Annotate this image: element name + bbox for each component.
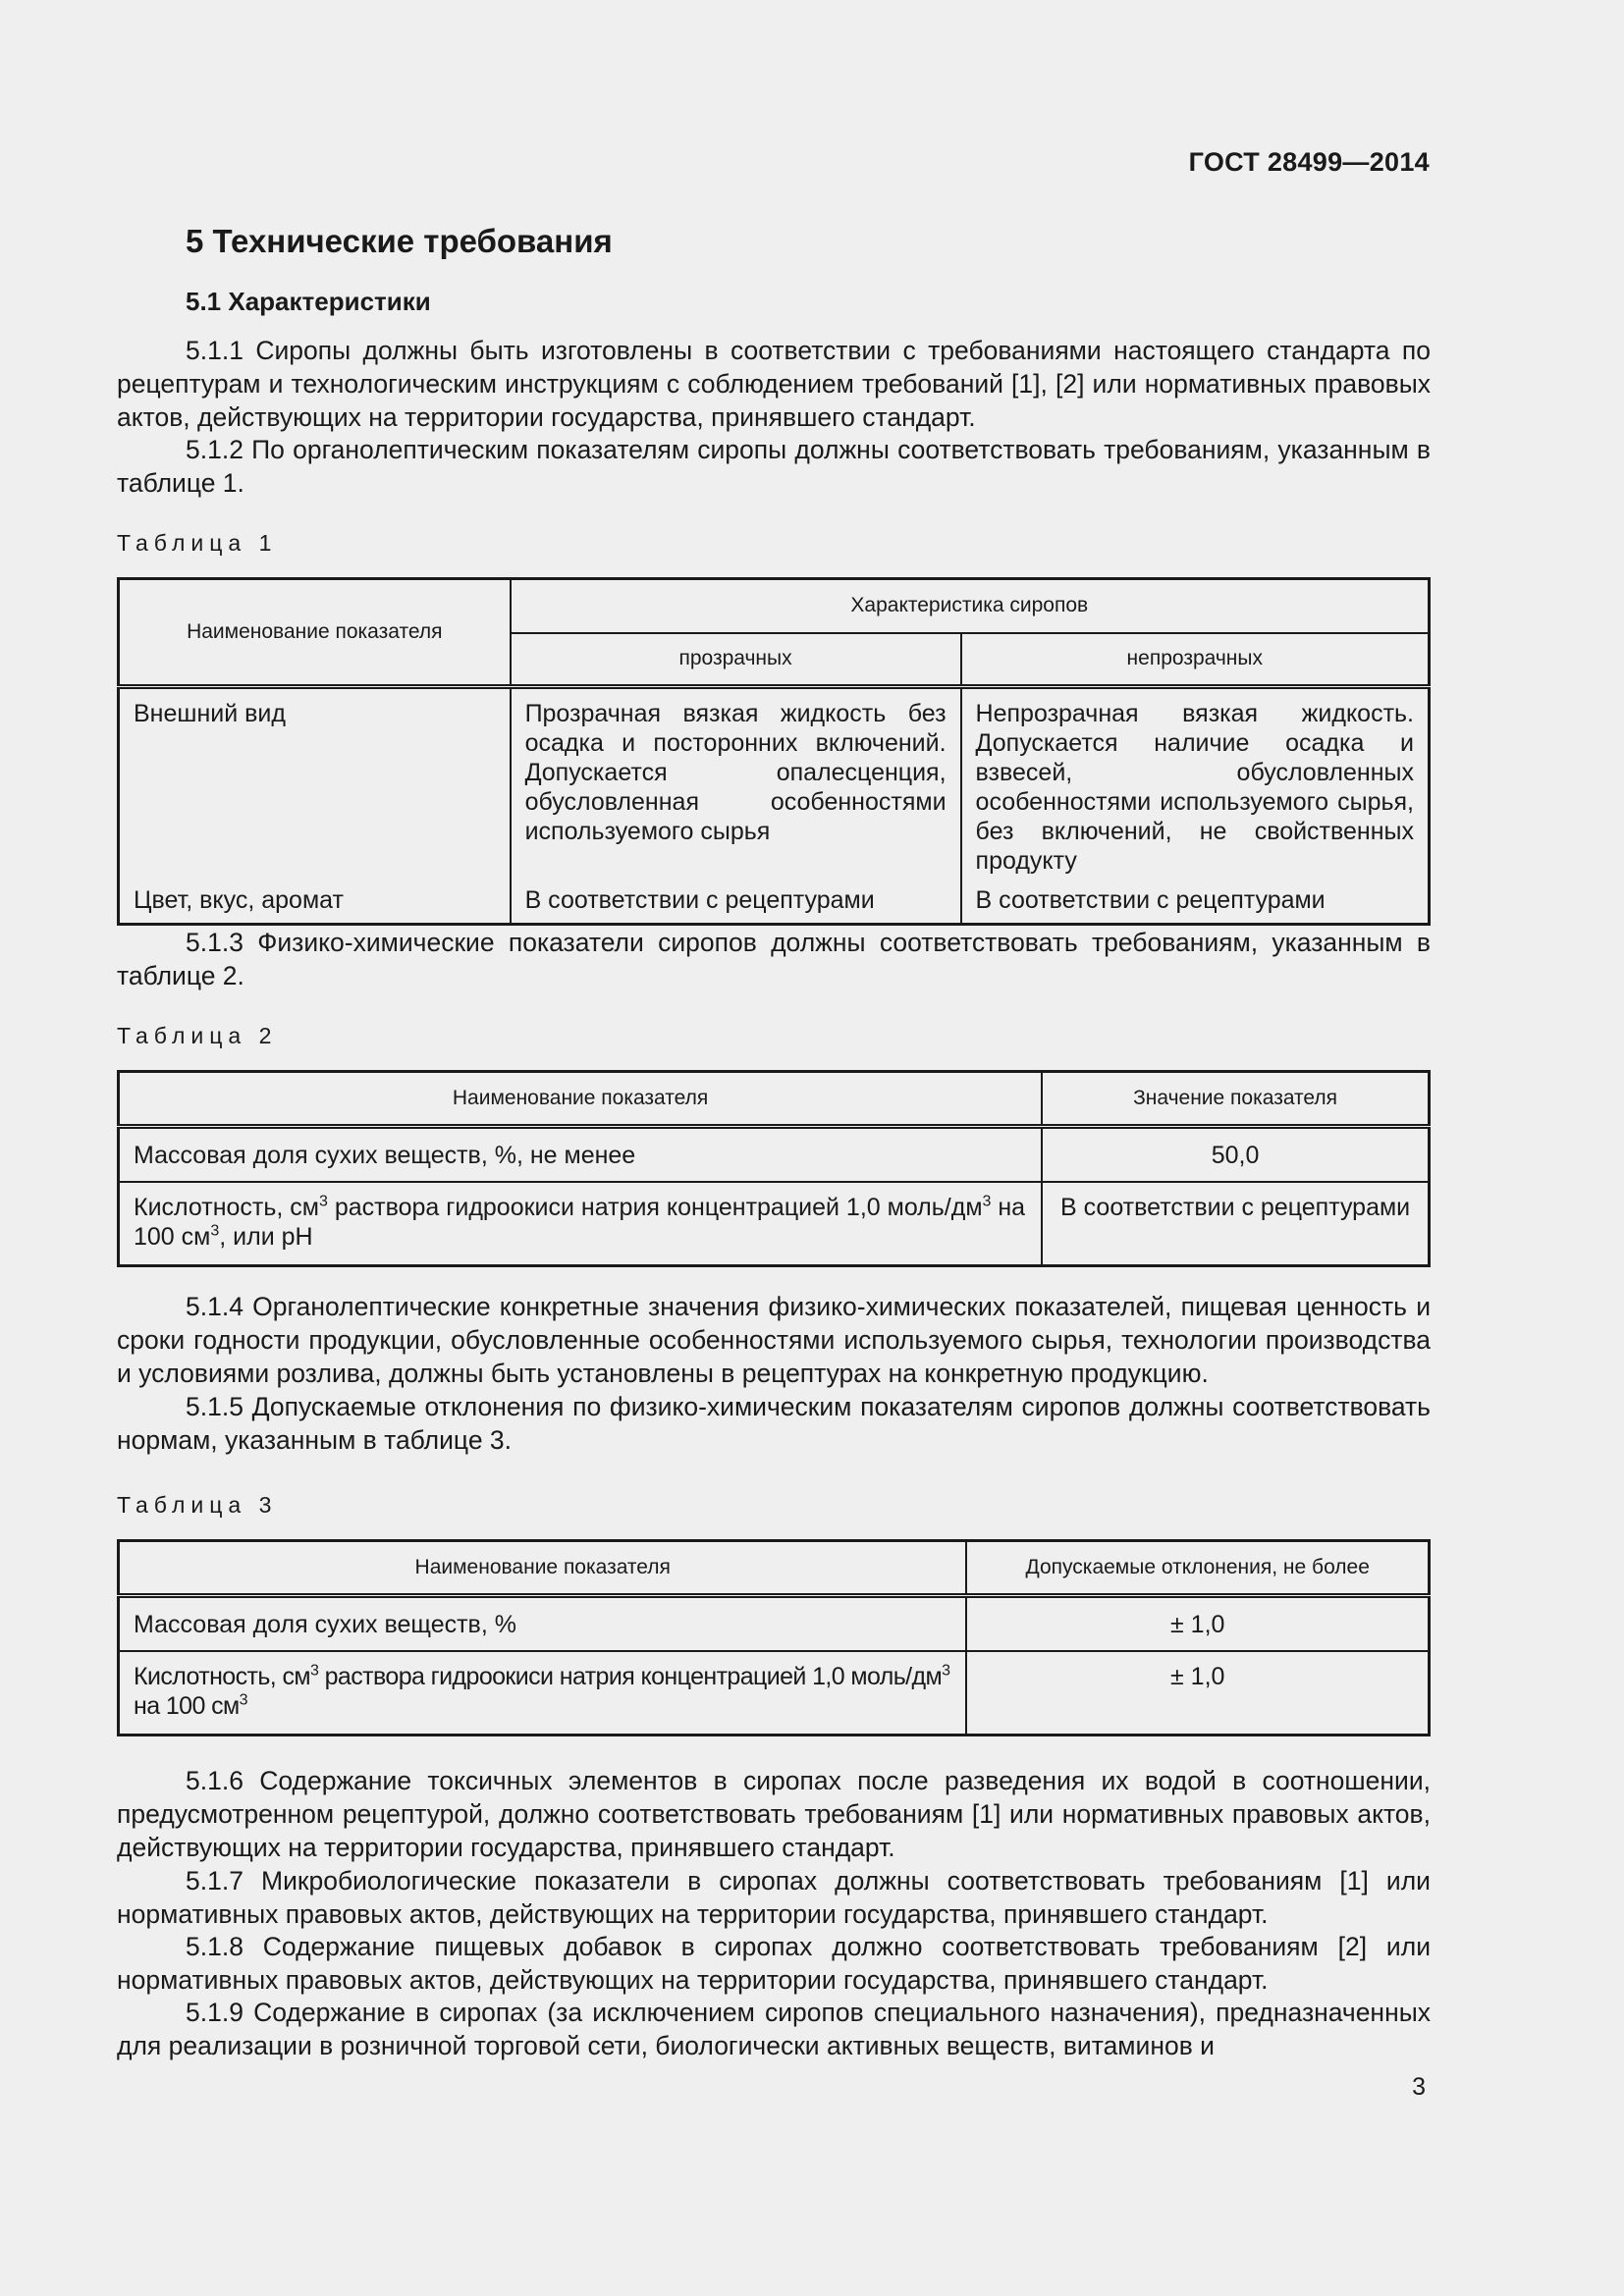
table-1-header-group: Характеристика сиропов bbox=[511, 579, 1430, 633]
table-1-row-2-transparent: В соответствии с рецептурами bbox=[511, 883, 961, 925]
table-1-row-1-transparent: Прозрачная вязкая жидкость без осадка и посторонних включений. Допускается опалесценция, обусловленная особенностями используемого сырья bbox=[511, 687, 961, 884]
table-1-row-2-opaque: В соответствии с рецептурами bbox=[961, 883, 1430, 925]
table-3-header-name: Наименование показателя bbox=[119, 1541, 967, 1596]
table-1-header-name: Наименование показателя bbox=[119, 579, 511, 687]
paragraph-5-1-4: 5.1.4 Органолептические конкретные значения физико-химических показателей, пищевая ценность и сроки годности продукции, обусловленные особенностями используемого сырья, технологии производства и условиями розлива, должны быть установлены в рецептурах на конкретную продукцию. bbox=[117, 1292, 1431, 1388]
table-3-header-value: Допускаемые отклонения, не более bbox=[966, 1541, 1429, 1596]
table-3-row-1-value: ± 1,0 bbox=[966, 1596, 1429, 1651]
table-2-row-1-name: Массовая доля сухих веществ, %, не менее bbox=[119, 1127, 1043, 1182]
table-1 bbox=[117, 577, 1431, 926]
table-1-caption: Таблица 1 bbox=[117, 530, 278, 556]
table-1-header-transparent: прозрачных bbox=[511, 633, 961, 687]
table-row bbox=[119, 1651, 1430, 1735]
paragraph-5-1-2: 5.1.2 По органолептическим показателям сиропы должны соответствовать требованиям, указанным в таблице 1. bbox=[117, 435, 1431, 498]
paragraph-5-1-8: 5.1.8 Содержание пищевых добавок в сиропах должно соответствовать требованиям [2] или нормативных правовых актов, действующих на территории государства, принявшего стандарт. bbox=[117, 1932, 1431, 1995]
table-row bbox=[119, 687, 1430, 884]
subsection-title: 5.1 Характеристики bbox=[186, 287, 431, 316]
paragraph-5-1-9: 5.1.9 Содержание в сиропах (за исключением сиропов специального назначения), предназначенных для реализации в розничной торговой сети, биологически активных веществ, витаминов и bbox=[117, 1998, 1431, 2060]
paragraph-5-1-1: 5.1.1 Сиропы должны быть изготовлены в соответствии с требованиями настоящего стандарта по рецептурам и технологическим инструкциям с соблюдением требований [1], [2] или нормативных правовых актов, действующих на территории государства, принявшего стандарт. bbox=[117, 336, 1431, 432]
document-id: ГОСТ 28499—2014 bbox=[1188, 147, 1430, 177]
page-number: 3 bbox=[1412, 2073, 1426, 2101]
table-1-row-1-name: Внешний вид bbox=[119, 687, 511, 884]
table-1-row-1-opaque: Непрозрачная вязкая жидкость. Допускается наличие осадка и взвесей, обусловленных особенностями используемого сырья, без включений, не свойственных продукту bbox=[961, 687, 1430, 884]
section-title: 5 Технические требования bbox=[186, 223, 613, 259]
table-2-header-name: Наименование показателя bbox=[119, 1072, 1043, 1127]
paragraph-5-1-5: 5.1.5 Допускаемые отклонения по физико-химическим показателям сиропов должны соответствовать нормам, указанным в таблице 3. bbox=[117, 1392, 1431, 1455]
paragraph-5-1-3: 5.1.3 Физико-химические показатели сиропов должны соответствовать требованиям, указанным в таблице 2. bbox=[117, 928, 1431, 990]
table-3-caption: Таблица 3 bbox=[117, 1492, 278, 1518]
table-2 bbox=[117, 1070, 1431, 1267]
table-row bbox=[119, 1182, 1430, 1266]
table-2-caption: Таблица 2 bbox=[117, 1023, 278, 1048]
table-1-row-2-name: Цвет, вкус, аромат bbox=[119, 883, 511, 925]
table-2-row-2-name: Кислотность, $см^3$ раствора гидроокиси натрия концентрацией 1,0 моль/$дм^3$ на 100 $см^3$, или pH bbox=[119, 1182, 1043, 1266]
table-row bbox=[119, 1596, 1430, 1651]
table-1-header-opaque: непрозрачных bbox=[961, 633, 1430, 687]
paragraph-5-1-7: 5.1.7 Микробиологические показатели в сиропах должны соответствовать требованиям [1] или нормативных правовых актов, действующих на территории государства, принявшего стандарт. bbox=[117, 1866, 1431, 1929]
table-2-header-value: Значение показателя bbox=[1042, 1072, 1429, 1127]
table-2-row-1-value: 50,0 bbox=[1042, 1127, 1429, 1182]
table-3-row-1-name: Массовая доля сухих веществ, % bbox=[119, 1596, 967, 1651]
table-3-row-2-name: Кислотность, $см^3$ раствора гидроокиси натрия концентрацией 1,0 моль/$дм^3$ на 100 $см^3$ bbox=[119, 1651, 967, 1735]
table-3-row-2-value: ± 1,0 bbox=[966, 1651, 1429, 1735]
table-row bbox=[119, 883, 1430, 925]
table-row bbox=[119, 1127, 1430, 1182]
table-2-row-2-value: В соответствии с рецептурами bbox=[1042, 1182, 1429, 1266]
paragraph-5-1-6: 5.1.6 Содержание токсичных элементов в сиропах после разведения их водой в соотношении, предусмотренном рецептурой, должно соответствовать требованиям [1] или нормативных правовых актов, действующих на территории государства, принявшего стандарт. bbox=[117, 1766, 1431, 1862]
table-3 bbox=[117, 1539, 1431, 1736]
